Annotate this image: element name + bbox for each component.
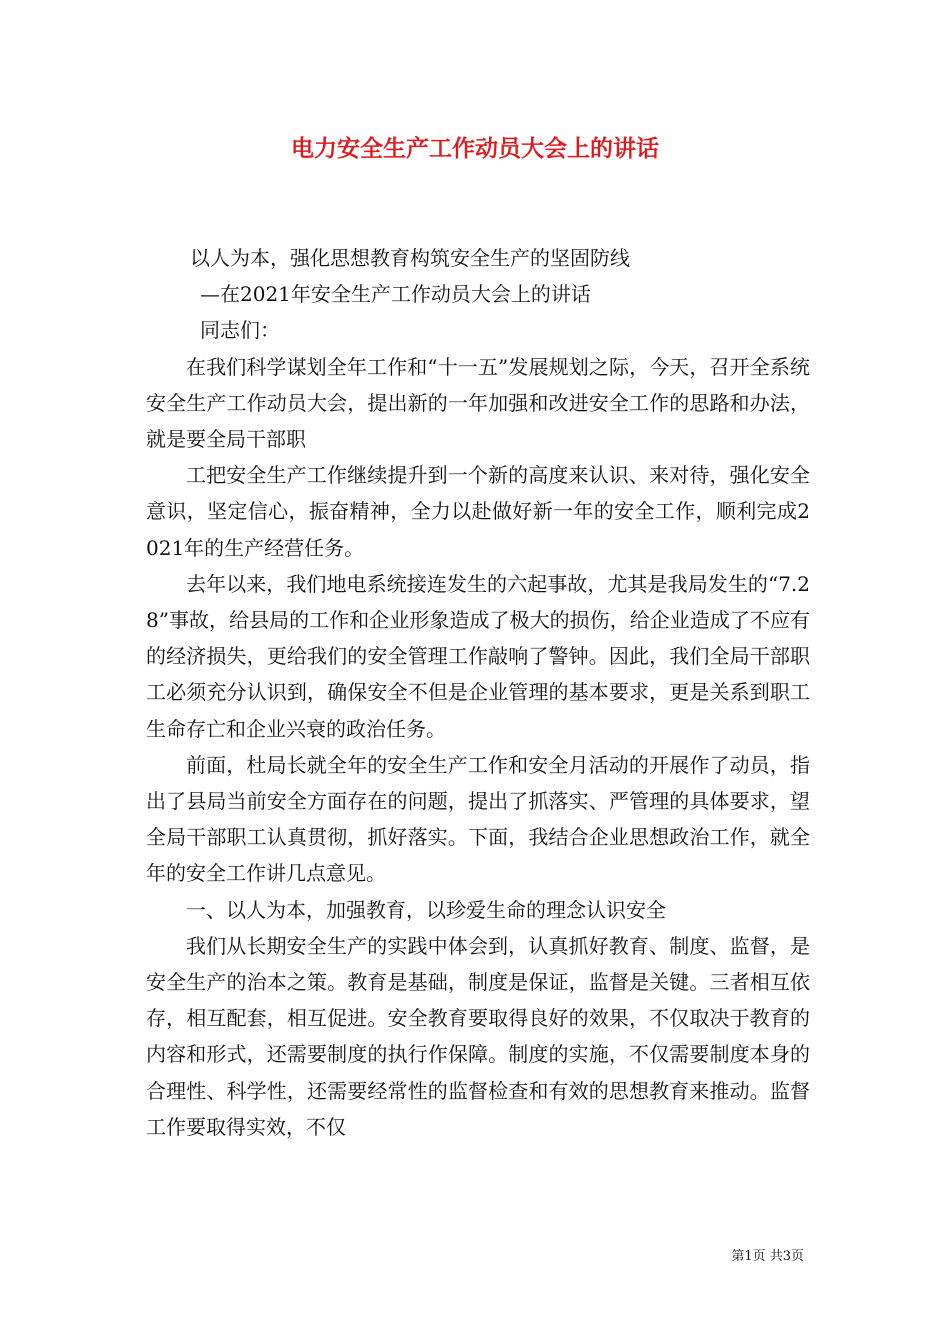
section-heading: 一、以人为本，加强教育，以珍爱生命的理念认识安全 bbox=[186, 897, 666, 922]
document-body bbox=[146, 240, 810, 1145]
subtitle-main: 以人为本，强化思想教育构筑安全生产的坚固防线 bbox=[190, 246, 630, 270]
paragraph: 前面，杜局长就全年的安全生产工作和安全月活动的开展作了动员，指出了县局当前安全方面存在的问题，提出了抓落实、严管理的具体要求，望全局干部职工认真贯彻，抓好落实。下面，我结合企业思想政治工作，就全年的安全工作讲几点意见。 bbox=[146, 752, 810, 886]
paragraph: 在我们科学谋划全年工作和“十一五”发展规划之际，今天，召开全系统安全生产工作动员大会，提出新的一年加强和改进安全工作的思路和办法，就是要全局干部职 bbox=[146, 354, 810, 452]
page-number: 第1页 共3页 bbox=[731, 1249, 804, 1264]
subtitle-secondary: —在2021年安全生产工作动员大会上的讲话 bbox=[200, 282, 591, 307]
document-title: 电力安全生产工作动员大会上的讲话 bbox=[291, 135, 659, 162]
paragraph: 我们从长期安全生产的实践中体会到，认真抓好教育、制度、监督，是安全生产的治本之策。教育是基础，制度是保证，监督是关键。三者相互依存，相互配套，相互促进。安全教育要取得良好的效果，不仅取决于教育的内容和形式，还需要制度的执行作保障。制度的实施，不仅需要制度本身的合理性、科学性，还需要经常性的监督检查和有效的思想教育来推动。监督工作要取得实效，不仅 bbox=[146, 933, 810, 1139]
paragraph: 去年以来，我们地电系统接连发生的六起事故，尤其是我局发生的“7.28”事故，给县局的工作和企业形象造成了极大的损伤，给企业造成了不应有的经济损失，更给我们的安全管理工作敲响了警钟。因此，我们全局干部职工必须充分认识到，确保安全不但是企业管理的基本要求，更是关系到职工生命存亡和企业兴衰的政治任务。 bbox=[146, 571, 810, 741]
paragraph: 工把安全生产工作继续提升到一个新的高度来认识、来对待，强化安全意识，坚定信心，振奋精神，全力以赴做好新一年的安全工作，顺利完成2021年的生产经营任务。 bbox=[146, 463, 810, 560]
greeting: 同志们： bbox=[200, 318, 280, 343]
